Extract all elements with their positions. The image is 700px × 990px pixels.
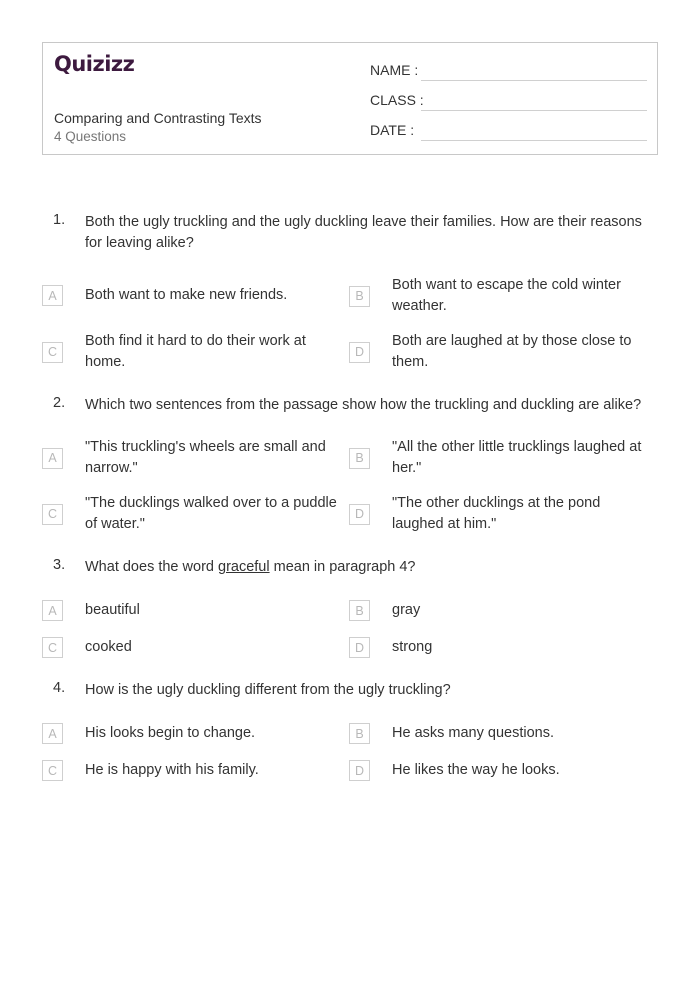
option-text: "The ducklings walked over to a puddle of water." (85, 495, 337, 532)
option-text: His looks begin to change. (85, 725, 256, 741)
option-text: He likes the way he looks. (392, 762, 560, 778)
q2-option-a[interactable] (42, 437, 347, 479)
option-letter-box[interactable]: C (42, 504, 63, 525)
question-number: 2. (53, 395, 66, 411)
q4-option-a[interactable] (42, 723, 347, 744)
option-text: He asks many questions. (392, 725, 554, 741)
option-text: gray (392, 602, 421, 618)
name-line (421, 80, 647, 81)
date-line (421, 140, 647, 141)
worksheet-header (42, 42, 658, 155)
q1-option-d[interactable] (349, 331, 654, 373)
name-field[interactable] (370, 58, 650, 80)
option-letter-box[interactable]: A (42, 600, 63, 621)
q4-option-d[interactable] (349, 760, 654, 781)
option-letter-box[interactable]: D (349, 342, 370, 363)
q4-option-c[interactable] (42, 760, 347, 781)
option-letter-box[interactable]: A (42, 285, 63, 306)
question-text: Both the ugly truckling and the ugly duckling leave their families. How are their reasons for leaving alike? (85, 214, 642, 251)
question-text: How is the ugly duckling different from the ugly truckling? (85, 682, 451, 698)
option-text: He is happy with his family. (85, 762, 259, 778)
option-letter-box[interactable]: B (349, 286, 370, 307)
quizizz-logo: Quizizz (54, 52, 135, 76)
option-text: Both want to escape the cold winter weather. (392, 277, 621, 314)
option-text: strong (392, 639, 433, 655)
q2-option-b[interactable] (349, 437, 654, 479)
question-count: 4 Questions (54, 129, 127, 144)
underlined-word: graceful (218, 559, 270, 575)
option-text: cooked (85, 639, 132, 655)
option-letter-box[interactable]: B (349, 723, 370, 744)
q3-option-d[interactable] (349, 637, 654, 658)
question-number: 1. (53, 212, 66, 228)
option-letter-box[interactable]: D (349, 637, 370, 658)
question-number: 4. (53, 680, 66, 696)
class-line (421, 110, 647, 111)
q1-option-a[interactable] (42, 285, 347, 306)
option-text: Both want to make new friends. (85, 287, 288, 303)
q3-option-c[interactable] (42, 637, 347, 658)
question-text: Which two sentences from the passage show how the truckling and duckling are alike? (85, 397, 642, 413)
q1-option-c[interactable] (42, 331, 347, 373)
option-text: "The other ducklings at the pond laughed at him." (392, 495, 601, 532)
option-letter-box[interactable]: B (349, 448, 370, 469)
date-label: DATE : (370, 122, 415, 138)
option-text: "All the other little trucklings laughed at her." (392, 439, 642, 476)
option-letter-box[interactable]: C (42, 760, 63, 781)
q1-option-b[interactable] (349, 275, 654, 317)
name-label: NAME : (370, 62, 419, 78)
option-letter-box[interactable]: A (42, 448, 63, 469)
date-field[interactable] (370, 118, 650, 140)
question-text: What does the word graceful mean in paragraph 4? (85, 559, 416, 575)
q2-option-c[interactable] (42, 493, 347, 535)
option-letter-box[interactable]: D (349, 760, 370, 781)
worksheet-title: Comparing and Contrasting Texts (54, 110, 262, 126)
option-text: Both find it hard to do their work at home. (85, 333, 306, 370)
option-text: Both are laughed at by those close to them. (392, 333, 632, 370)
class-label: CLASS : (370, 92, 424, 108)
question-number: 3. (53, 557, 66, 573)
option-letter-box[interactable]: C (42, 637, 63, 658)
class-field[interactable] (370, 88, 650, 110)
option-letter-box[interactable]: C (42, 342, 63, 363)
option-letter-box[interactable]: D (349, 504, 370, 525)
option-letter-box[interactable]: A (42, 723, 63, 744)
q3-option-a[interactable] (42, 600, 347, 621)
option-text: "This truckling's wheels are small and narrow." (85, 439, 326, 476)
q3-option-b[interactable] (349, 600, 654, 621)
option-text: beautiful (85, 602, 140, 618)
option-letter-box[interactable]: B (349, 600, 370, 621)
q2-option-d[interactable] (349, 493, 654, 535)
q4-option-b[interactable] (349, 723, 654, 744)
